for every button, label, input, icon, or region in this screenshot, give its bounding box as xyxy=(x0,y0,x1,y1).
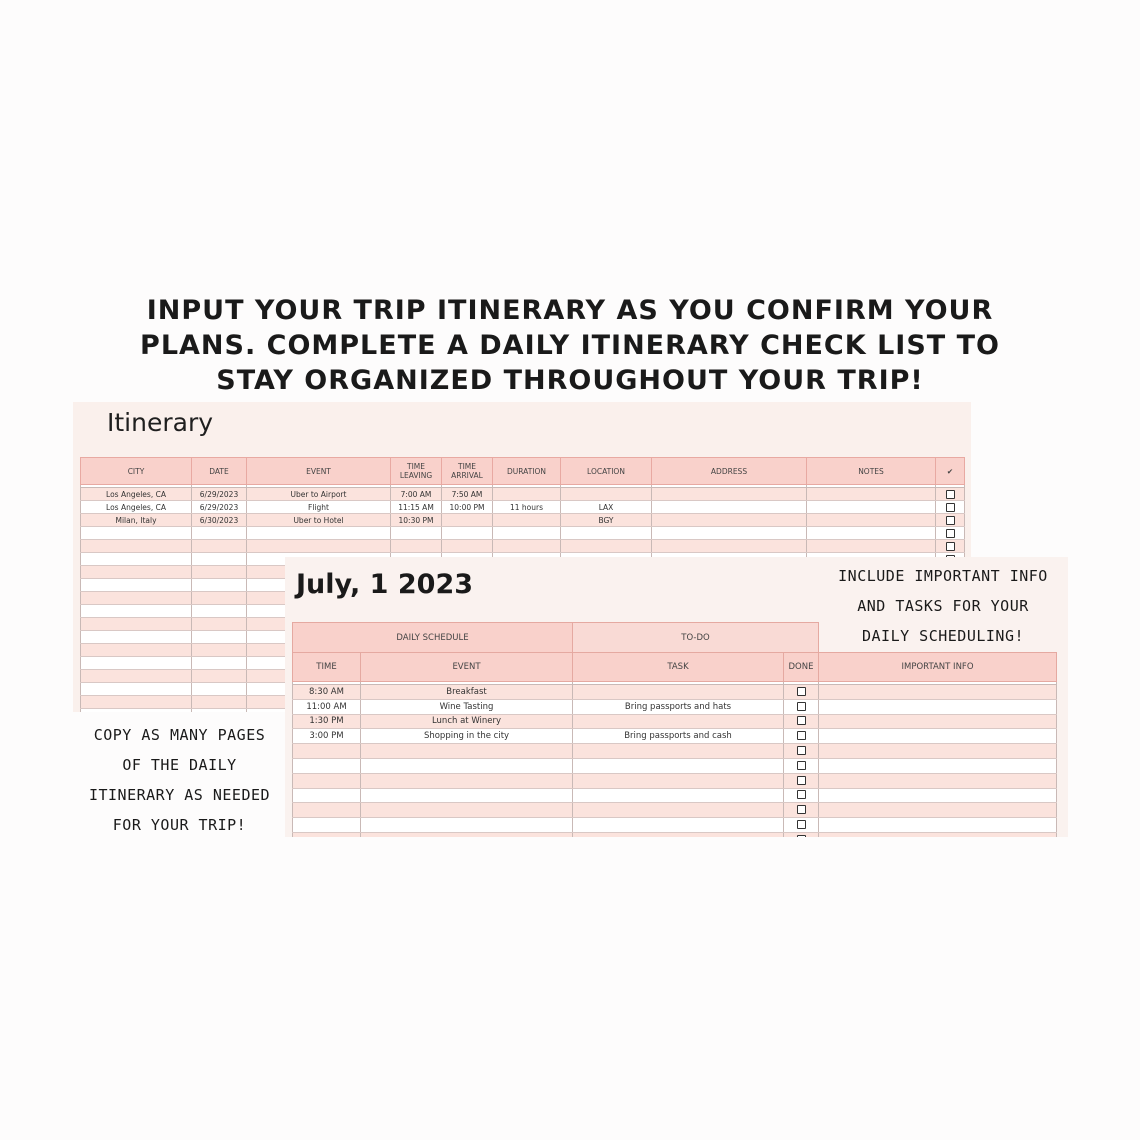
done-checkbox[interactable] xyxy=(797,716,806,725)
column-header-time: TIME xyxy=(293,653,361,682)
done-checkbox[interactable] xyxy=(797,820,806,829)
cell-important-info[interactable] xyxy=(819,685,1057,700)
cell-time[interactable]: 11:00 AM xyxy=(293,699,361,714)
cell-arrival[interactable]: 10:00 PM xyxy=(442,501,493,514)
row-checkbox[interactable] xyxy=(946,490,955,499)
cell-leaving[interactable]: 10:30 PM xyxy=(391,514,442,527)
cell-city[interactable]: Milan, Italy xyxy=(81,514,192,527)
table-row xyxy=(293,699,1057,714)
cell-event[interactable] xyxy=(247,540,391,553)
cell-duration[interactable] xyxy=(493,488,561,501)
cell-check xyxy=(936,527,965,540)
done-checkbox[interactable] xyxy=(797,702,806,711)
note-line: FOR YOUR TRIP! xyxy=(112,816,247,834)
cell-check xyxy=(936,514,965,527)
cell-event[interactable] xyxy=(361,744,573,759)
column-header-notes: NOTES xyxy=(807,458,936,485)
cell-date[interactable] xyxy=(192,605,247,618)
cell-event[interactable] xyxy=(361,818,573,833)
cell-time[interactable] xyxy=(293,758,361,773)
table-row xyxy=(81,501,965,514)
table-row xyxy=(293,758,1057,773)
cell-address[interactable] xyxy=(652,540,807,553)
cell-notes[interactable] xyxy=(807,501,936,514)
done-checkbox[interactable] xyxy=(797,805,806,814)
table-row xyxy=(293,729,1057,744)
header-line: TIME xyxy=(406,462,425,471)
cell-time[interactable]: 3:00 PM xyxy=(293,729,361,744)
note-line: COPY AS MANY PAGES xyxy=(93,726,266,744)
cell-notes[interactable] xyxy=(807,527,936,540)
cell-duration[interactable]: 11 hours xyxy=(493,501,561,514)
cell-date[interactable] xyxy=(192,696,247,709)
cell-important-info[interactable] xyxy=(819,832,1057,837)
headline xyxy=(80,293,1060,398)
cell-important-info[interactable] xyxy=(819,714,1057,729)
cell-task[interactable] xyxy=(573,685,784,700)
table-row xyxy=(293,818,1057,833)
cell-done xyxy=(784,788,819,803)
headline-line: INPUT YOUR TRIP ITINERARY AS YOU CONFIRM YOUR xyxy=(146,295,994,326)
cell-important-info[interactable] xyxy=(819,803,1057,818)
column-header-event: EVENT xyxy=(361,653,573,682)
cell-city[interactable] xyxy=(81,696,192,709)
column-header-task: TASK xyxy=(573,653,784,682)
table-row xyxy=(81,514,965,527)
cell-important-info[interactable] xyxy=(819,773,1057,788)
daily-table xyxy=(292,622,1057,837)
note-line: ITINERARY AS NEEDED xyxy=(88,786,271,804)
done-checkbox[interactable] xyxy=(797,835,806,837)
cell-notes[interactable] xyxy=(807,514,936,527)
cell-task[interactable] xyxy=(573,744,784,759)
cell-location[interactable]: LAX xyxy=(561,501,652,514)
cell-city[interactable] xyxy=(81,605,192,618)
row-checkbox[interactable] xyxy=(946,516,955,525)
column-header-check: ✔ xyxy=(936,458,965,485)
table-row xyxy=(293,744,1057,759)
cell-event[interactable] xyxy=(247,527,391,540)
column-header-done: DONE xyxy=(784,653,819,682)
cell-event[interactable]: Uber to Airport xyxy=(247,488,391,501)
cell-date[interactable] xyxy=(192,566,247,579)
table-row xyxy=(293,788,1057,803)
cell-important-info[interactable] xyxy=(819,699,1057,714)
headline-line: STAY ORGANIZED THROUGHOUT YOUR TRIP! xyxy=(216,365,924,396)
cell-date[interactable] xyxy=(192,579,247,592)
row-checkbox[interactable] xyxy=(946,529,955,538)
cell-event[interactable]: Flight xyxy=(247,501,391,514)
cell-city[interactable] xyxy=(81,553,192,566)
headline-line: PLANS. COMPLETE A DAILY ITINERARY CHECK LIST TO xyxy=(140,330,1000,361)
group-header-daily-schedule: DAILY SCHEDULE xyxy=(293,623,573,653)
done-checkbox[interactable] xyxy=(797,761,806,770)
cell-leaving[interactable] xyxy=(391,527,442,540)
cell-done xyxy=(784,832,819,837)
daily-title: July, 1 2023 xyxy=(296,569,474,600)
note-line: INCLUDE IMPORTANT INFO xyxy=(838,567,1048,585)
column-header-date: DATE xyxy=(192,458,247,485)
cell-task[interactable]: Bring passports and cash xyxy=(573,729,784,744)
cell-event[interactable]: Wine Tasting xyxy=(361,699,573,714)
cell-date[interactable] xyxy=(192,657,247,670)
cell-city[interactable] xyxy=(81,644,192,657)
cell-address[interactable] xyxy=(652,527,807,540)
cell-leaving[interactable] xyxy=(391,540,442,553)
done-checkbox[interactable] xyxy=(797,746,806,755)
cell-check xyxy=(936,540,965,553)
cell-duration[interactable] xyxy=(493,514,561,527)
cell-date[interactable] xyxy=(192,631,247,644)
cell-date[interactable] xyxy=(192,644,247,657)
cell-event[interactable]: Shopping in the city xyxy=(361,729,573,744)
cell-address[interactable] xyxy=(652,514,807,527)
cell-location[interactable] xyxy=(561,488,652,501)
note-copy-pages xyxy=(72,720,287,840)
cell-city[interactable] xyxy=(81,592,192,605)
table-row xyxy=(81,527,965,540)
cell-check xyxy=(936,501,965,514)
cell-city[interactable] xyxy=(81,618,192,631)
cell-time[interactable]: 1:30 PM xyxy=(293,714,361,729)
cell-done xyxy=(784,744,819,759)
cell-done xyxy=(784,685,819,700)
cell-task[interactable] xyxy=(573,758,784,773)
daily-rows xyxy=(293,682,1057,838)
cell-arrival[interactable]: 7:50 AM xyxy=(442,488,493,501)
cell-task[interactable] xyxy=(573,788,784,803)
cell-city[interactable]: Los Angeles, CA xyxy=(81,501,192,514)
column-header-city: CITY xyxy=(81,458,192,485)
cell-city[interactable] xyxy=(81,709,192,713)
cell-date[interactable] xyxy=(192,670,247,683)
cell-date[interactable] xyxy=(192,618,247,631)
cell-event[interactable] xyxy=(361,788,573,803)
cell-done xyxy=(784,773,819,788)
column-header-important-info: IMPORTANT INFO xyxy=(819,653,1057,682)
cell-arrival[interactable] xyxy=(442,514,493,527)
cell-city[interactable] xyxy=(81,631,192,644)
cell-date[interactable] xyxy=(192,592,247,605)
table-row xyxy=(81,540,965,553)
header-line: TIME xyxy=(457,462,476,471)
table-row xyxy=(81,488,965,501)
cell-notes[interactable] xyxy=(807,540,936,553)
cell-date[interactable]: 6/29/2023 xyxy=(192,488,247,501)
cell-city[interactable] xyxy=(81,566,192,579)
cell-location[interactable]: BGY xyxy=(561,514,652,527)
column-header-duration: DURATION xyxy=(493,458,561,485)
table-row xyxy=(293,714,1057,729)
cell-task[interactable] xyxy=(573,818,784,833)
table-row xyxy=(293,773,1057,788)
cell-check xyxy=(936,488,965,501)
cell-city[interactable] xyxy=(81,683,192,696)
cell-task[interactable] xyxy=(573,714,784,729)
cell-city[interactable] xyxy=(81,540,192,553)
cell-arrival[interactable] xyxy=(442,540,493,553)
cell-event[interactable] xyxy=(361,758,573,773)
cell-time[interactable] xyxy=(293,803,361,818)
cell-important-info[interactable] xyxy=(819,788,1057,803)
cell-location[interactable] xyxy=(561,527,652,540)
cell-notes[interactable] xyxy=(807,488,936,501)
cell-important-info[interactable] xyxy=(819,729,1057,744)
row-checkbox[interactable] xyxy=(946,503,955,512)
cell-event[interactable] xyxy=(361,803,573,818)
note-important-info xyxy=(818,561,1068,651)
cell-time[interactable] xyxy=(293,744,361,759)
cell-city[interactable] xyxy=(81,527,192,540)
cell-time[interactable] xyxy=(293,832,361,837)
cell-done xyxy=(784,818,819,833)
cell-date[interactable] xyxy=(192,709,247,713)
header-line: LEAVING xyxy=(399,471,433,480)
done-checkbox[interactable] xyxy=(797,790,806,799)
cell-time[interactable] xyxy=(293,818,361,833)
cell-done xyxy=(784,758,819,773)
note-line: AND TASKS FOR YOUR xyxy=(857,597,1029,615)
cell-event[interactable]: Breakfast xyxy=(361,685,573,700)
cell-done xyxy=(784,699,819,714)
cell-task[interactable] xyxy=(573,832,784,837)
cell-city[interactable] xyxy=(81,670,192,683)
table-row xyxy=(293,832,1057,837)
cell-done xyxy=(784,714,819,729)
row-checkbox[interactable] xyxy=(946,542,955,551)
done-checkbox[interactable] xyxy=(797,731,806,740)
cell-task[interactable]: Bring passports and hats xyxy=(573,699,784,714)
itinerary-title: Itinerary xyxy=(107,408,214,437)
cell-important-info[interactable] xyxy=(819,758,1057,773)
cell-address[interactable] xyxy=(652,488,807,501)
column-header-time-arrival xyxy=(442,458,493,485)
cell-arrival[interactable] xyxy=(442,527,493,540)
cell-date[interactable] xyxy=(192,527,247,540)
done-checkbox[interactable] xyxy=(797,776,806,785)
cell-time[interactable]: 8:30 AM xyxy=(293,685,361,700)
column-header-location: LOCATION xyxy=(561,458,652,485)
cell-time[interactable] xyxy=(293,773,361,788)
cell-event[interactable]: Uber to Hotel xyxy=(247,514,391,527)
cell-event[interactable]: Lunch at Winery xyxy=(361,714,573,729)
cell-task[interactable] xyxy=(573,803,784,818)
table-row xyxy=(293,685,1057,700)
done-checkbox[interactable] xyxy=(797,687,806,696)
cell-date[interactable] xyxy=(192,553,247,566)
cell-important-info[interactable] xyxy=(819,818,1057,833)
cell-date[interactable] xyxy=(192,540,247,553)
cell-duration[interactable] xyxy=(493,527,561,540)
note-line: DAILY SCHEDULING! xyxy=(861,627,1025,645)
cell-location[interactable] xyxy=(561,540,652,553)
cell-date[interactable]: 6/30/2023 xyxy=(192,514,247,527)
cell-event[interactable] xyxy=(361,832,573,837)
cell-leaving[interactable]: 7:00 AM xyxy=(391,488,442,501)
note-line: OF THE DAILY xyxy=(122,756,237,774)
cell-city[interactable] xyxy=(81,579,192,592)
cell-city[interactable]: Los Angeles, CA xyxy=(81,488,192,501)
group-header-todo: TO-DO xyxy=(573,623,819,653)
table-row xyxy=(293,803,1057,818)
cell-date[interactable] xyxy=(192,683,247,696)
cell-task[interactable] xyxy=(573,773,784,788)
column-header-address: ADDRESS xyxy=(652,458,807,485)
cell-date[interactable]: 6/29/2023 xyxy=(192,501,247,514)
cell-leaving[interactable]: 11:15 AM xyxy=(391,501,442,514)
column-header-time-leaving xyxy=(391,458,442,485)
cell-city[interactable] xyxy=(81,657,192,670)
cell-important-info[interactable] xyxy=(819,744,1057,759)
cell-time[interactable] xyxy=(293,788,361,803)
cell-event[interactable] xyxy=(361,773,573,788)
header-line: ARRIVAL xyxy=(451,471,483,480)
cell-duration[interactable] xyxy=(493,540,561,553)
cell-done xyxy=(784,803,819,818)
column-header-event: EVENT xyxy=(247,458,391,485)
cell-address[interactable] xyxy=(652,501,807,514)
cell-done xyxy=(784,729,819,744)
